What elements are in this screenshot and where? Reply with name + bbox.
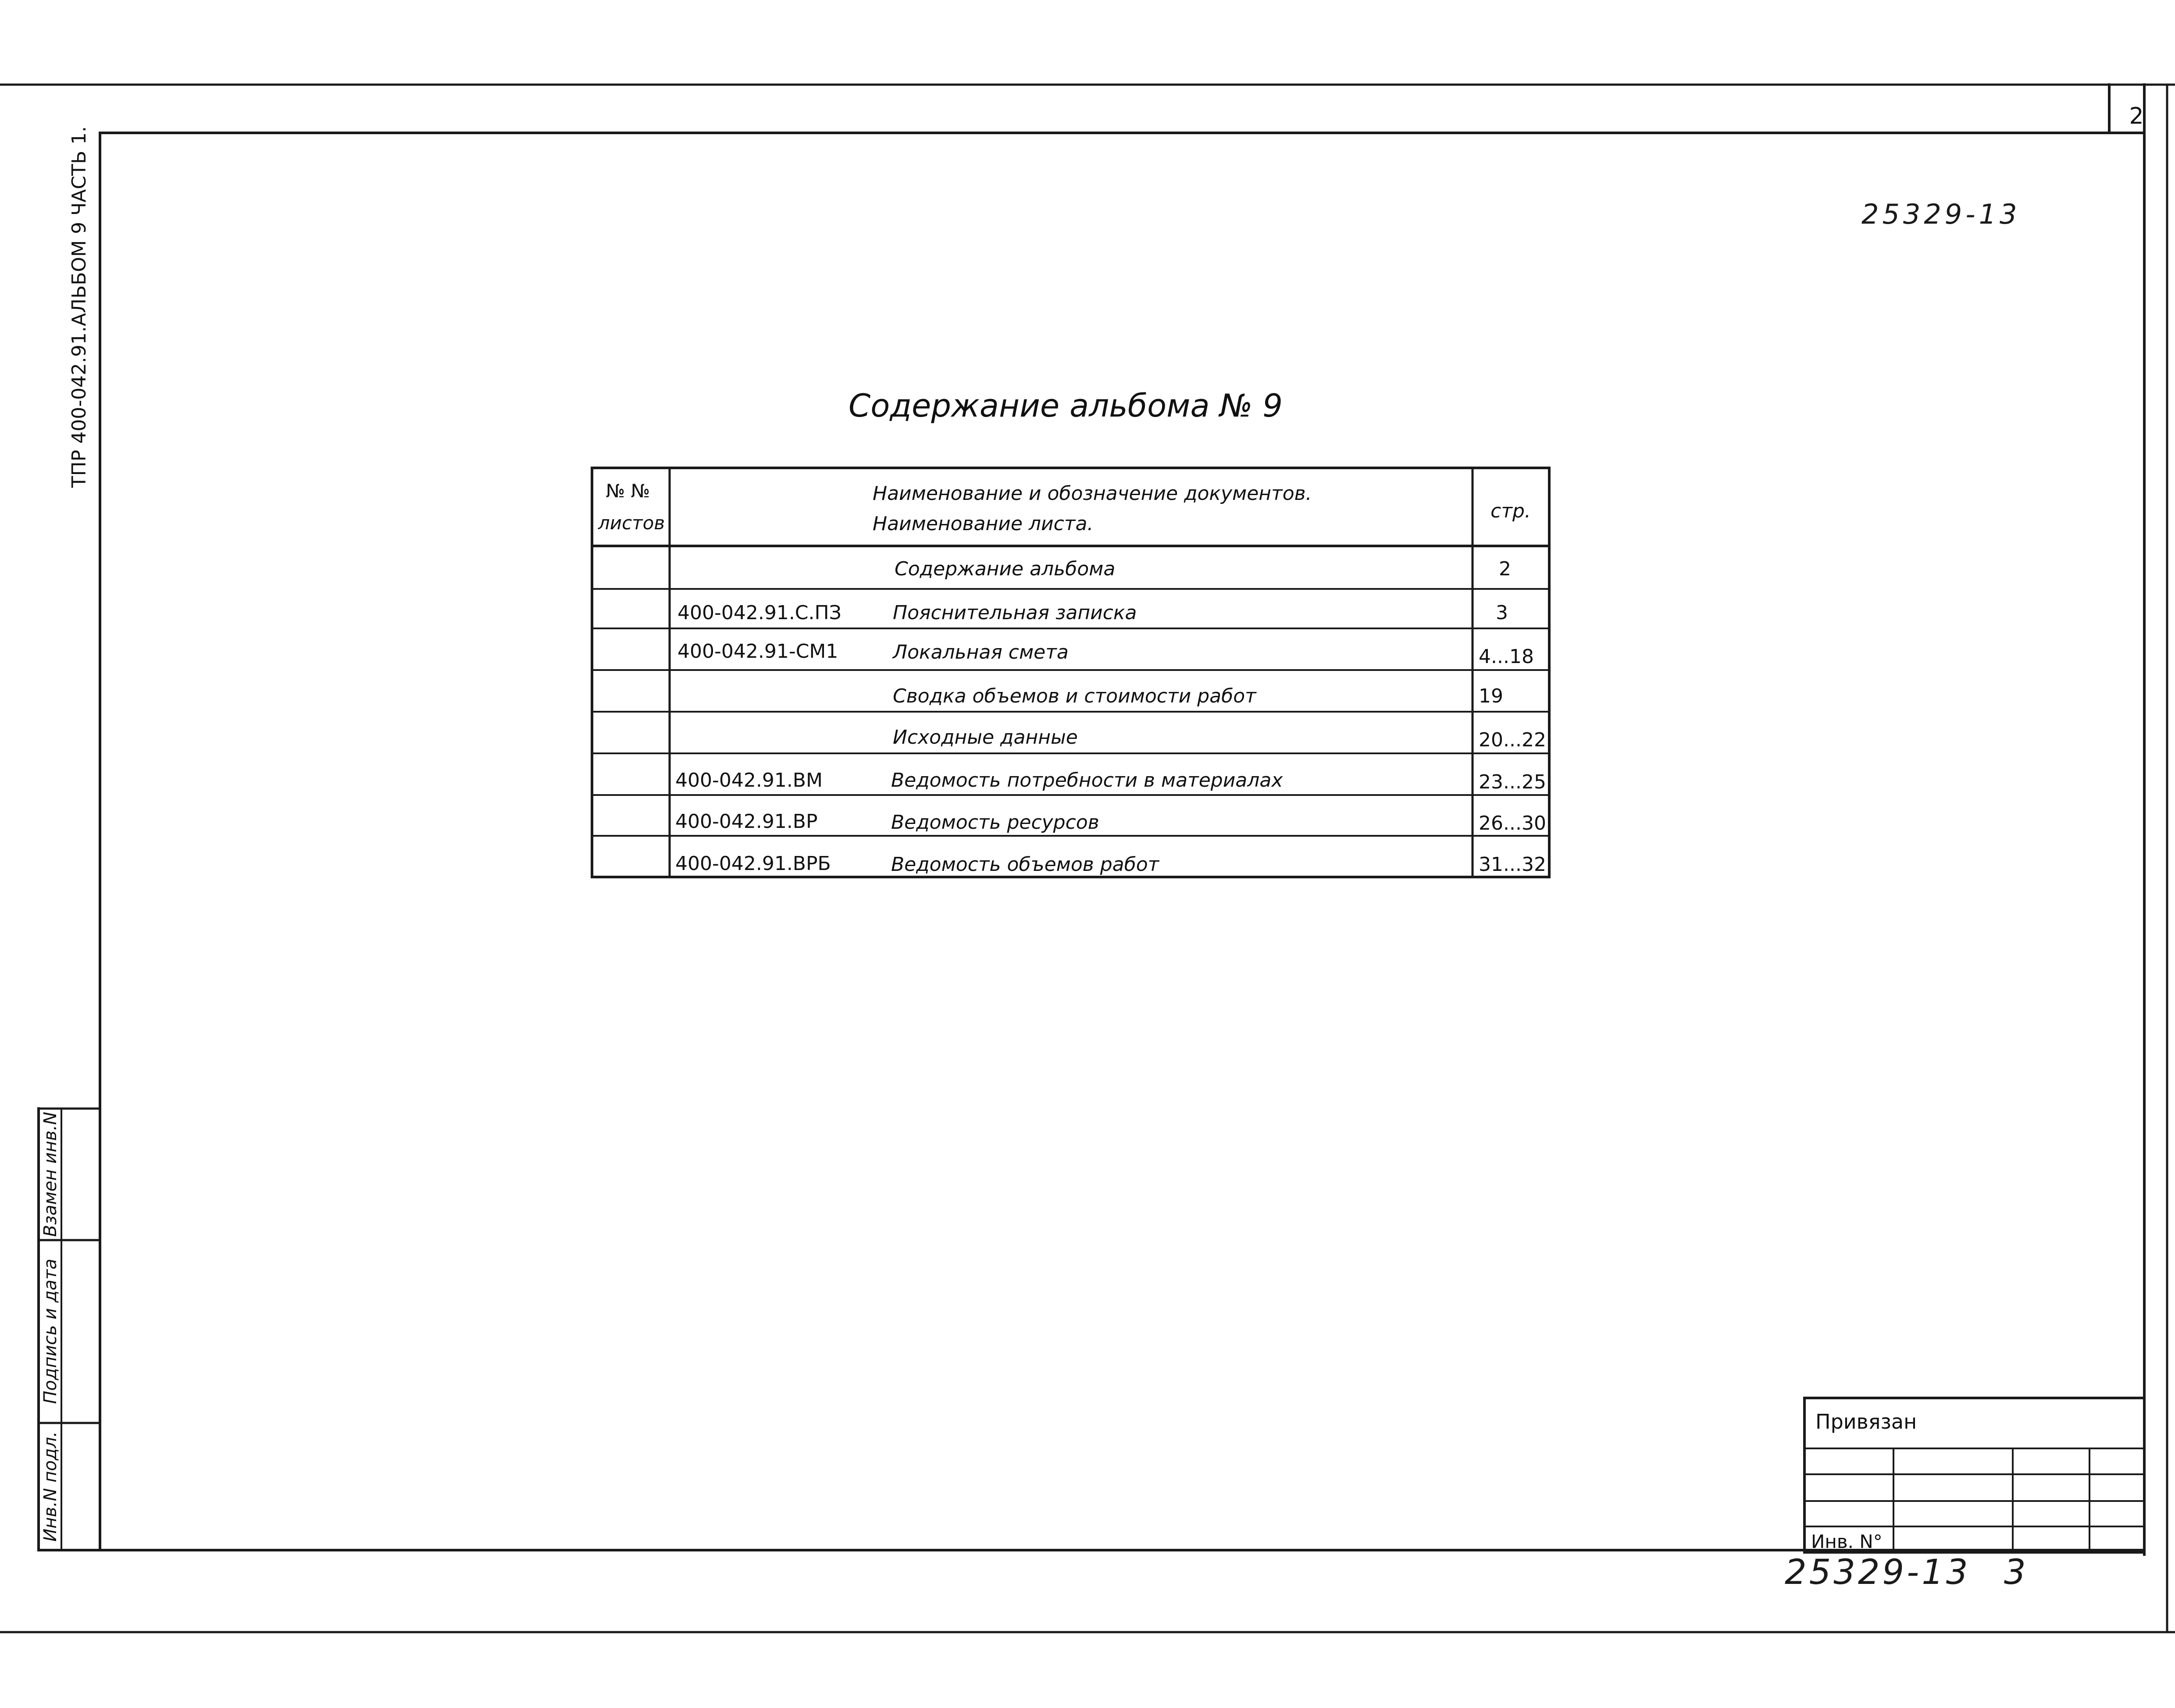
table-row: [675, 769, 1546, 793]
row-name: Содержание альбома: [895, 558, 1116, 580]
header-page: стр.: [1490, 500, 1531, 522]
table-row: [893, 685, 1503, 707]
row-page: 31...32: [1479, 853, 1546, 876]
row-name: Ведомость ресурсов: [891, 811, 1099, 834]
table-row: [675, 810, 1546, 834]
header-sheet-no-line1: № №: [606, 480, 650, 502]
row-page: 19: [1479, 685, 1503, 707]
stamp-vzamen-inv: Взамен инв.N: [40, 1112, 61, 1237]
stamp-podpis-data: Подпись и дата: [40, 1259, 61, 1404]
sheet-number-box: [2109, 85, 2144, 133]
row-name: Ведомость потребности в материалах: [891, 769, 1283, 792]
row-code: 400-042.91.С.ПЗ: [677, 602, 841, 624]
footer-page-number: 3: [2004, 1553, 2026, 1592]
table-row: [677, 640, 1534, 668]
binding-title-block: [1804, 1398, 2144, 1552]
footer-archive-number: 25329-13: [1785, 1553, 1971, 1592]
row-code: 400-042.91.ВМ: [675, 769, 823, 792]
table-row: [895, 558, 1511, 580]
table-row: [893, 726, 1546, 751]
row-page: 23...25: [1479, 771, 1546, 793]
contents-title: Содержание альбома № 9: [848, 387, 1283, 424]
row-page: 2: [1499, 558, 1511, 580]
row-page: 26...30: [1479, 812, 1546, 834]
table-row: [675, 852, 1546, 876]
row-name: Пояснительная записка: [893, 602, 1137, 624]
table-row: [677, 602, 1508, 624]
sheet-number: 2: [2129, 103, 2144, 129]
inv-number-label: Инв. N°: [1811, 1531, 1883, 1552]
row-page: 3: [1496, 602, 1508, 624]
row-code: 400-042.91.ВРБ: [675, 852, 831, 875]
row-code: 400-042.91-СМ1: [677, 640, 838, 663]
row-name: Ведомость объемов работ: [891, 853, 1159, 876]
stamp-inv-podl: Инв.N подл.: [40, 1431, 61, 1542]
row-name: Локальная смета: [893, 641, 1069, 663]
row-name: Исходные данные: [893, 726, 1078, 749]
row-name: Сводка объемов и стоимости работ: [893, 685, 1256, 707]
privyazan-label: Привязан: [1815, 1410, 1917, 1433]
header-name-line2: Наименование листа.: [873, 513, 1094, 535]
row-page: 20...22: [1479, 729, 1546, 751]
row-page: 4...18: [1479, 645, 1534, 668]
header-sheet-no-line2: листов: [598, 512, 665, 534]
contents-table-header: [598, 480, 1531, 535]
side-project-title: ТПР 400-042.91.АЛЬБОМ 9 ЧАСТЬ 1.: [68, 126, 90, 488]
row-code: 400-042.91.ВР: [675, 810, 818, 833]
archive-number-top: 25329-13: [1861, 198, 2021, 230]
header-name-line1: Наименование и обозначение документов.: [873, 482, 1312, 505]
